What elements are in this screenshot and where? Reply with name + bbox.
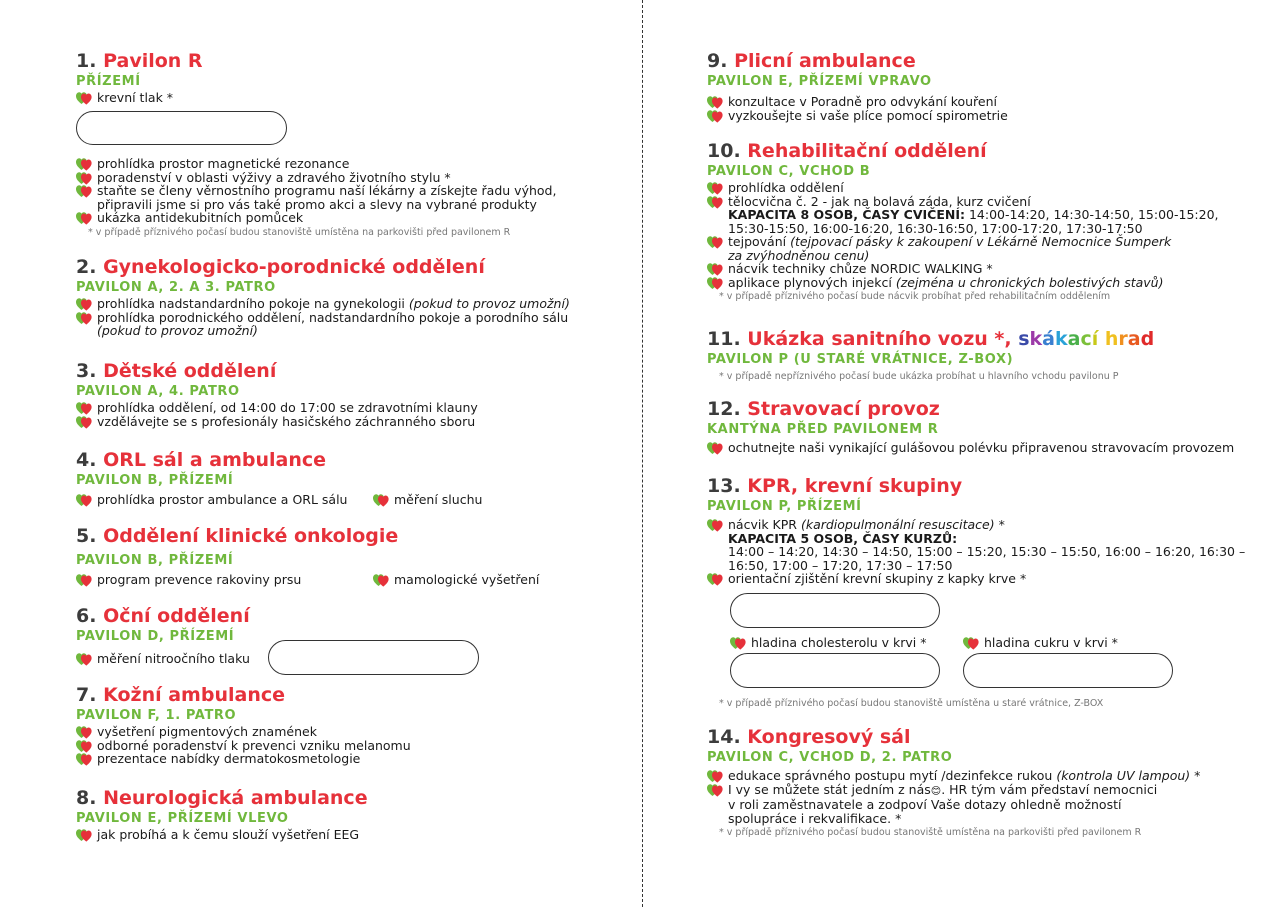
hearts-icon [76, 829, 92, 842]
section-7 [76, 684, 616, 766]
section-11 [707, 328, 1267, 383]
blood-pressure-field[interactable] [76, 111, 287, 145]
section-9 [707, 50, 1267, 122]
hearts-icon [76, 416, 92, 429]
section-location: PAVILON P, PŘÍZEMÍ [707, 499, 862, 514]
section-title: 9. Plicní ambulance [707, 50, 916, 72]
hearts-icon [707, 96, 723, 109]
hearts-icon [76, 172, 92, 185]
section-location: PAVILON B, PŘÍZEMÍ [76, 473, 234, 488]
hearts-icon [707, 196, 723, 209]
list-item: jak probíhá a k čemu slouží vyšetření EEG [76, 828, 616, 842]
list-item: konzultace v Poradně pro odvykání kouření [707, 95, 1267, 109]
list-item: vyšetření pigmentových znamének [76, 725, 616, 739]
section-12 [707, 398, 1267, 455]
list-item: orientační zjištění krevní skupiny z kapky krve * [707, 572, 1267, 586]
section-location: PAVILON F, 1. PATRO [76, 708, 237, 723]
list-item: aplikace plynových injekcí (zejména u chronických bolestivých stavů) [707, 276, 1267, 290]
hearts-icon [76, 312, 92, 325]
hearts-icon [76, 158, 92, 171]
list-item: prohlídka oddělení [707, 181, 1267, 195]
section-10 [707, 140, 1267, 303]
section-title: 8. Neurologická ambulance [76, 787, 368, 809]
list-item: poradenství v oblasti výživy a zdravého životního stylu * [76, 171, 616, 185]
hearts-icon [76, 402, 92, 415]
list-item: měření nitroočního tlaku [76, 652, 250, 666]
section-location: PAVILON D, PŘÍZEMÍ [76, 629, 235, 644]
section-title: 13. KPR, krevní skupiny [707, 475, 963, 497]
list-item: prohlídka prostor ambulance a ORL sálu [76, 493, 347, 507]
list-item: nácvik KPR (kardiopulmonální resuscitace) * KAPACITA 5 OSOB, ČASY KURZŮ: 14:00 – 14:20, 14:30 – 14:50, 15:00 – 15:20, 15:30 – 15:50, 16:00 – 16:20, 16:30 – 16:50, 17:00 – 17:20, 17:30 – 17:50 [707, 518, 1267, 572]
hearts-icon [76, 726, 92, 739]
bouncy-castle-label: skákací hrad [1018, 328, 1155, 350]
list-item: prohlídka porodnického oddělení, nadstandardního pokoje a porodního sálu (pokud to provoz umožní) [76, 311, 616, 338]
section-location: PAVILON E, PŘÍZEMÍ VLEVO [76, 811, 289, 826]
hearts-icon [76, 185, 92, 198]
list-item: prohlídka prostor magnetické rezonance [76, 157, 616, 171]
section-5 [76, 525, 616, 589]
hearts-icon [76, 653, 92, 666]
hearts-icon [707, 573, 723, 586]
hearts-icon [707, 770, 723, 783]
hearts-icon [707, 263, 723, 276]
hearts-icon [963, 637, 979, 650]
list-item: prezentace nabídky dermatokosmetologie [76, 752, 616, 766]
footnote: * v případě příznivého počasí budou stanoviště umístěna u staré vrátnice, Z-BOX [719, 698, 1104, 709]
section-13 [707, 475, 1267, 709]
section-8 [76, 787, 616, 842]
hearts-icon [76, 740, 92, 753]
list-item: ukázka antidekubitních pomůcek [76, 211, 616, 225]
list-item: měření sluchu [373, 493, 482, 507]
section-title: 2. Gynekologicko-porodnické oddělení [76, 256, 485, 278]
section-title: 5. Oddělení klinické onkologie [76, 525, 399, 547]
list-item: program prevence rakoviny prsu [76, 573, 301, 587]
hearts-icon [707, 442, 723, 455]
list-item: mamologické vyšetření [373, 573, 539, 587]
section-title: 1. Pavilon R [76, 50, 203, 72]
list-item: prohlídka nadstandardního pokoje na gynekologii (pokud to provoz umožní) [76, 297, 616, 311]
hearts-icon [707, 519, 723, 532]
hearts-icon [76, 92, 92, 105]
hearts-icon [76, 298, 92, 311]
section-title: 14. Kongresový sál [707, 726, 911, 748]
smiley-icon: 😊 [930, 785, 942, 797]
section-title: 6. Oční oddělení [76, 605, 250, 627]
list-item: nácvik techniky chůze NORDIC WALKING * [707, 262, 1267, 276]
list-item: krevní tlak * [76, 91, 616, 105]
section-14 [707, 726, 1267, 839]
hearts-icon [707, 182, 723, 195]
blood-sugar-field[interactable] [963, 653, 1173, 688]
hearts-icon [707, 110, 723, 123]
section-4 [76, 449, 616, 509]
section-location: PAVILON C, VCHOD D, 2. PATRO [707, 750, 953, 765]
section-1 [76, 50, 616, 238]
list-item: vzdělávejte se s profesionály hasičského záchranného sboru [76, 415, 616, 429]
list-item: prohlídka oddělení, od 14:00 do 17:00 se zdravotními klauny [76, 401, 616, 415]
hearts-icon [707, 784, 723, 797]
list-item: edukace správného postupu mytí /dezinfekce rukou (kontrola UV lampou) * [707, 769, 1267, 783]
hearts-icon [76, 574, 92, 587]
section-location: PAVILON C, VCHOD B [707, 164, 871, 179]
section-location: PAVILON A, 4. PATRO [76, 384, 240, 399]
hearts-icon [76, 753, 92, 766]
section-2 [76, 256, 616, 338]
hearts-icon [373, 574, 389, 587]
section-location: PAVILON P (U STARÉ VRÁTNICE, Z-BOX) [707, 352, 1014, 367]
cholesterol-field[interactable] [730, 653, 940, 688]
hearts-icon [730, 637, 746, 650]
list-item: hladina cukru v krvi * [963, 636, 1118, 650]
hearts-icon [707, 277, 723, 290]
section-title: 3. Dětské oddělení [76, 360, 277, 382]
section-location: PŘÍZEMÍ [76, 74, 141, 89]
hearts-icon [707, 236, 723, 249]
section-title: 12. Stravovací provoz [707, 398, 940, 420]
section-location: PAVILON A, 2. A 3. PATRO [76, 280, 276, 295]
footnote: * v případě příznivého počasí budou stanoviště umístěna na parkovišti před pavilonem R [719, 827, 1142, 838]
section-location: PAVILON E, PŘÍZEMÍ VPRAVO [707, 74, 932, 89]
footnote: * v případě příznivého počasí budou stanoviště umístěna na parkovišti před pavilonem R [88, 226, 511, 238]
eye-pressure-field[interactable] [268, 640, 479, 675]
section-title: 11. Ukázka sanitního vozu *, skákací hrad [707, 328, 1155, 350]
section-location: KANTÝNA PŘED PAVILONEM R [707, 422, 939, 437]
list-item: odborné poradenství k prevenci vzniku melanomu [76, 739, 616, 753]
list-item: I vy se můžete stát jedním z nás😊. HR tým vám představí nemocnici v roli zaměstnavatele a zodpoví Vaše dotazy ohledně možností spolupráce i rekvalifikace. * [707, 783, 1267, 826]
list-item: hladina cholesterolu v krvi * [730, 636, 926, 650]
list-item: staňte se členy věrnostního programu naší lékárny a získejte řadu výhod, připravili jsme si pro vás také promo akci a slevy na vybrané produkty [76, 184, 616, 211]
section-title: 7. Kožní ambulance [76, 684, 285, 706]
footnote: * v případě příznivého počasí bude nácvik probíhat před rehabilitačním oddělením [719, 291, 1111, 302]
footnote: * v případě nepříznivého počasí bude ukázka probíhat u hlavního vchodu pavilonu P [719, 371, 1119, 382]
hearts-icon [76, 212, 92, 225]
section-title: 4. ORL sál a ambulance [76, 449, 327, 471]
section-title: 10. Rehabilitační oddělení [707, 140, 987, 162]
list-item: tejpování (tejpovací pásky k zakoupení v Lékárně Nemocnice Šumperk za zvýhodněnou cenu) [707, 235, 1267, 262]
list-item: tělocvična č. 2 - jak na bolavá záda, kurz cvičení KAPACITA 8 OSOB, ČASY CVIČENÍ: 14:00-14:20, 14:30-14:50, 15:00-15:20, 15:30-15:50, 16:00-16:20, 16:30-16:50, 17:00-17:20, 17:30-17:50 [707, 195, 1267, 236]
page-fold-divider [642, 0, 643, 907]
section-3 [76, 360, 616, 428]
hearts-icon [373, 494, 389, 507]
section-location: PAVILON B, PŘÍZEMÍ [76, 553, 234, 568]
hearts-icon [76, 494, 92, 507]
list-item: ochutnejte naši vynikající gulášovou polévku připravenou stravovacím provozem [707, 441, 1267, 455]
section-6 [76, 605, 616, 666]
list-item: vyzkoušejte si vaše plíce pomocí spirometrie [707, 109, 1267, 123]
blood-group-field[interactable] [730, 593, 940, 628]
